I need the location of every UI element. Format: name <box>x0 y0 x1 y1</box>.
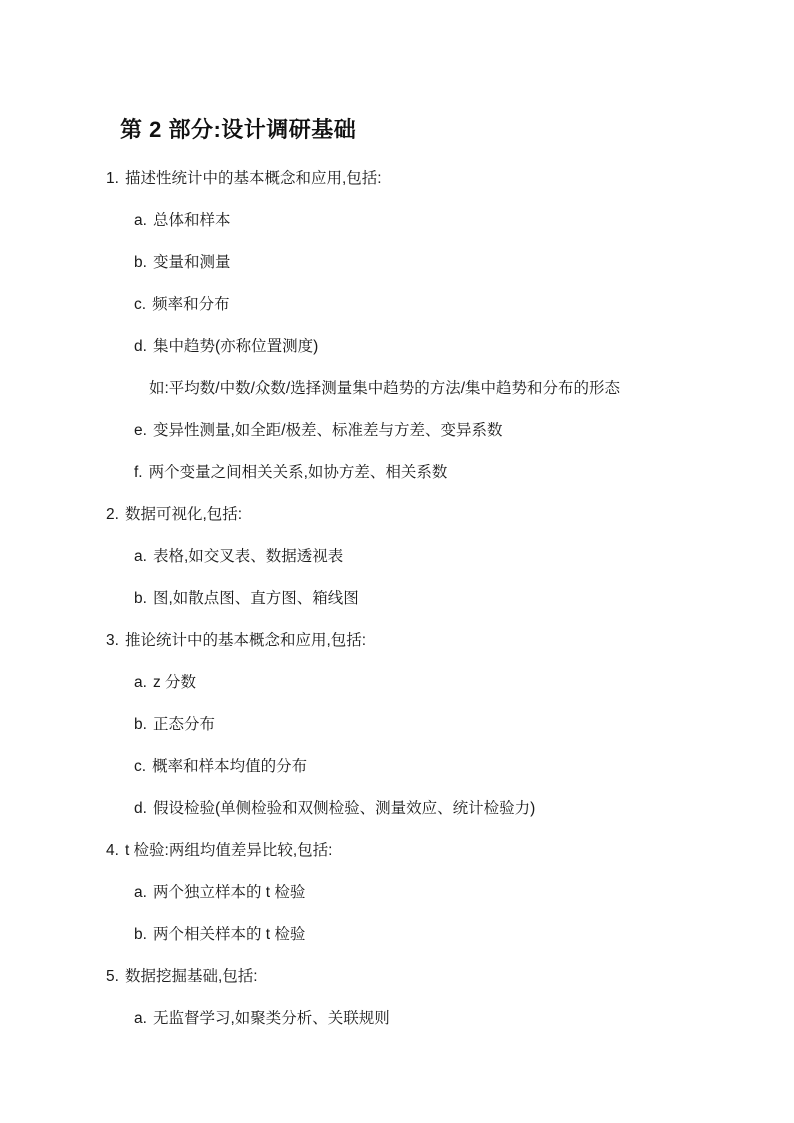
list-marker: a. <box>134 212 147 229</box>
list-marker: f. <box>134 464 143 481</box>
list-marker: b. <box>134 926 147 943</box>
list-item-text: 两个相关样本的 t 检验 <box>152 926 306 943</box>
list-item-text: 总体和样本 <box>152 212 231 229</box>
list-item <box>134 1009 390 1029</box>
list-marker: d. <box>134 338 147 355</box>
list-marker: e. <box>134 422 147 439</box>
list-marker: a. <box>134 674 147 691</box>
list-item <box>134 757 307 777</box>
list-item-text: 概率和样本均值的分布 <box>152 758 308 775</box>
list-item-text: 两个变量之间相关关系,如协方差、相关系数 <box>148 464 448 481</box>
list-marker: 5. <box>106 968 119 985</box>
list-item <box>134 925 305 945</box>
list-item <box>134 589 359 609</box>
list-item <box>106 631 366 651</box>
list-item <box>134 715 215 735</box>
list-item <box>134 547 343 567</box>
list-marker: 1. <box>106 170 119 187</box>
list-marker: d. <box>134 800 147 817</box>
list-item <box>134 337 318 357</box>
list-marker: b. <box>134 254 147 271</box>
list-item-text: 两个独立样本的 t 检验 <box>152 884 306 901</box>
list-marker: c. <box>134 296 147 313</box>
list-item-text: 数据可视化,包括: <box>124 506 243 523</box>
list-item-text: 推论统计中的基本概念和应用,包括: <box>124 632 367 649</box>
list-item-text: 描述性统计中的基本概念和应用,包括: <box>124 170 382 187</box>
list-item-text: 数据挖掘基础,包括: <box>124 968 258 985</box>
list-item <box>134 421 503 441</box>
list-item-text: 图,如散点图、直方图、箱线图 <box>152 590 359 607</box>
list-item-text: 频率和分布 <box>152 296 230 313</box>
list-item-text: 表格,如交叉表、数据透视表 <box>152 548 344 565</box>
list-marker: b. <box>134 716 147 733</box>
list-item-text: z 分数 <box>152 674 196 691</box>
list-item-note <box>143 379 620 399</box>
list-item <box>106 841 332 861</box>
list-marker: c. <box>134 758 147 775</box>
list-item-text: 如:平均数/中数/众数/选择测量集中趋势的方法/集中趋势和分布的形态 <box>149 380 621 397</box>
list-marker: 2. <box>106 506 119 523</box>
list-marker: a. <box>134 884 147 901</box>
list-item <box>134 295 230 315</box>
list-item <box>106 967 258 987</box>
list-item <box>106 169 382 189</box>
list-item-text: 集中趋势(亦称位置测度) <box>152 338 319 355</box>
list-item <box>134 883 305 903</box>
list-item <box>134 211 230 231</box>
list-marker: a. <box>134 548 147 565</box>
list-item-text: 假设检验(单侧检验和双侧检验、测量效应、统计检验力) <box>152 800 536 817</box>
list-marker: 3. <box>106 632 119 649</box>
list-item-text: 无监督学习,如聚类分析、关联规则 <box>152 1010 390 1027</box>
list-item <box>134 463 447 483</box>
section-title: 第 2 部分:设计调研基础 <box>120 116 357 142</box>
list-marker: a. <box>134 1010 147 1027</box>
list-item-text: 正态分布 <box>152 716 215 733</box>
list-item <box>134 673 196 693</box>
list-item-text: t 检验:两组均值差异比较,包括: <box>124 842 333 859</box>
list-marker: 4. <box>106 842 119 859</box>
list-item-text: 变量和测量 <box>152 254 231 271</box>
list-item <box>134 799 535 819</box>
list-item-text: 变异性测量,如全距/极差、标准差与方差、变异系数 <box>152 422 503 439</box>
list-item <box>134 253 230 273</box>
list-marker: b. <box>134 590 147 607</box>
list-item <box>106 505 242 525</box>
